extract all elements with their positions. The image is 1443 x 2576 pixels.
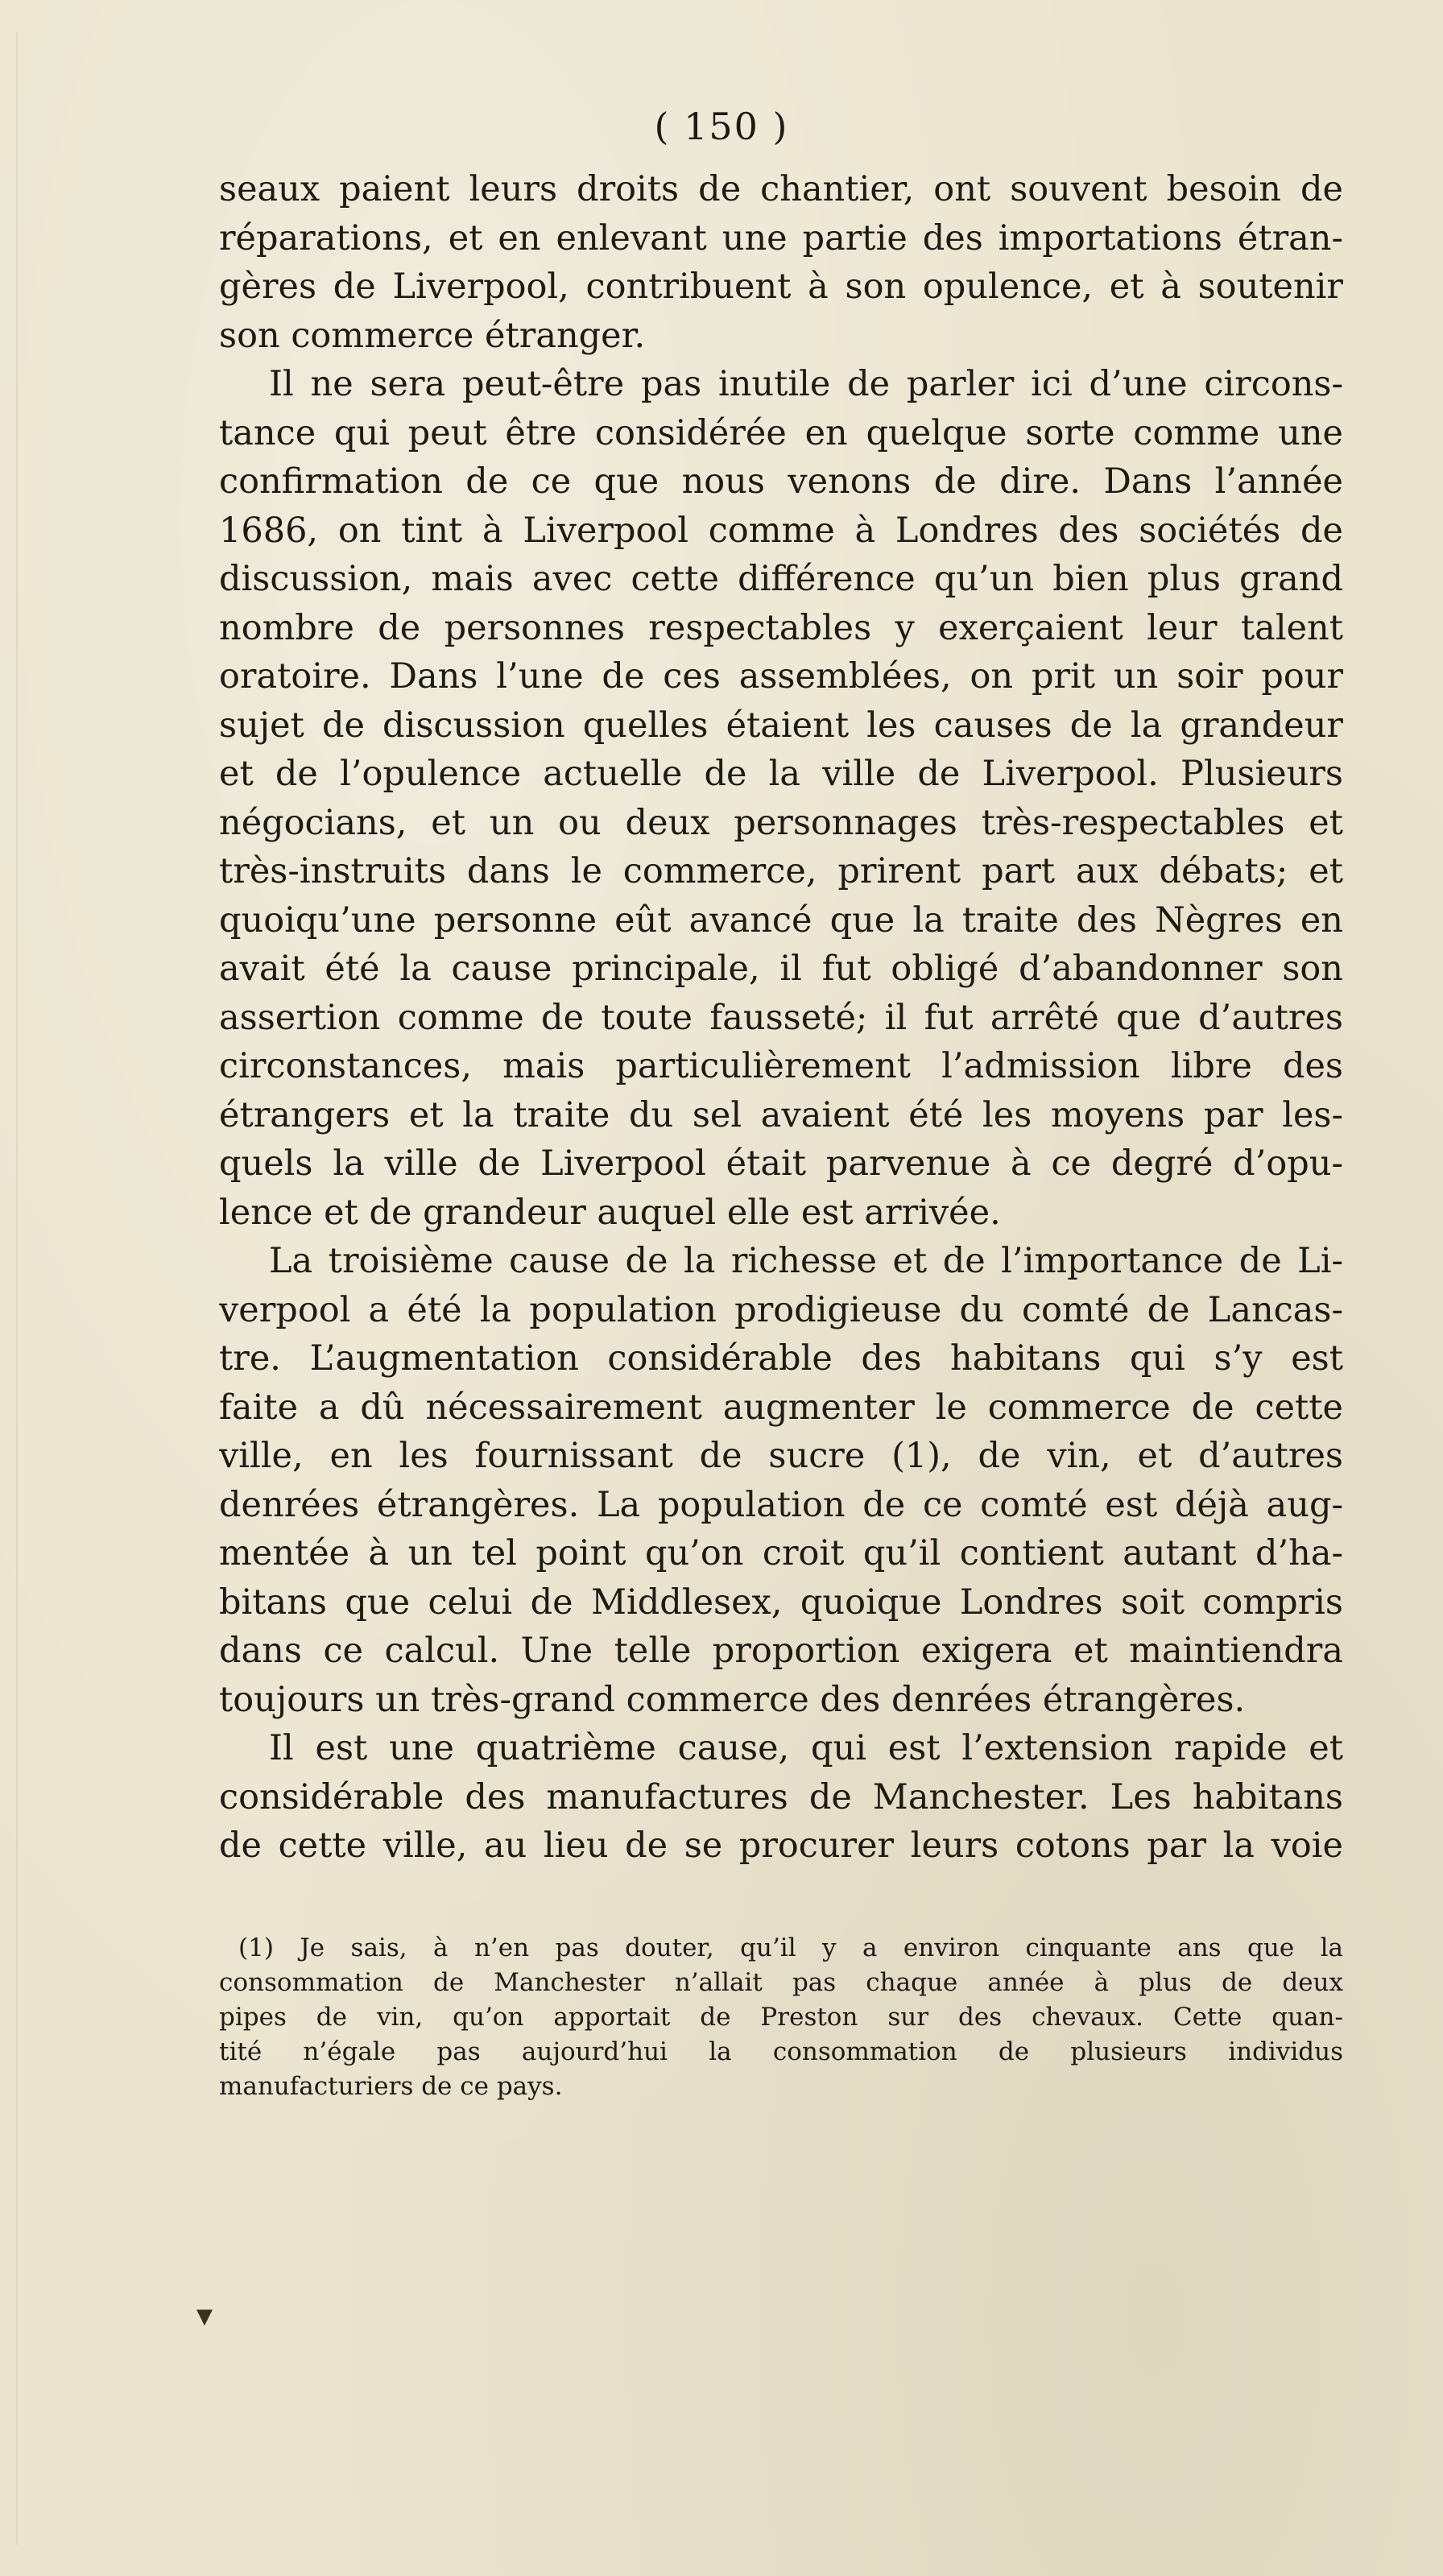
footnote-line: tité n’égale pas aujourd’hui la consommation de plusieurs individus	[219, 2037, 1343, 2066]
text-line: négocians, et un ou deux personnages très-respectables et	[219, 802, 1343, 843]
text-line: 1686, on tint à Liverpool comme à Londres des sociétés de	[219, 510, 1343, 551]
text-line: oratoire. Dans l’une de ces assemblées, on prit un soir pour	[219, 656, 1343, 697]
text-line: dans ce calcul. Une telle proportion exigera et maintiendra	[219, 1631, 1343, 1671]
text-line: discussion, mais avec cette différence qu’un bien plus grand	[219, 559, 1343, 599]
page-number: ( 150 )	[654, 105, 789, 148]
text-line: circonstances, mais particulièrement l’admission libre des	[219, 1046, 1343, 1086]
text-line: et de l’opulence actuelle de la ville de Liverpool. Plusieurs	[219, 754, 1343, 794]
text-line: seaux paient leurs droits de chantier, ont souvent besoin de	[219, 169, 1343, 209]
page-edge	[16, 32, 18, 2545]
footnote-line: manufacturiers de ce pays.	[219, 2072, 563, 2101]
footnote-line: consommation de Manchester n’allait pas chaque année à plus de deux	[219, 1968, 1343, 1997]
text-line: sujet de discussion quelles étaient les causes de la grandeur	[219, 705, 1343, 746]
text-line: ville, en les fournissant de sucre (1), de vin, et d’autres	[219, 1436, 1343, 1476]
text-line: étrangers et la traite du sel avaient été les moyens par les-	[219, 1094, 1343, 1135]
text-line: verpool a été la population prodigieuse du comté de Lancas-	[219, 1289, 1343, 1330]
text-line: Il est une quatrième cause, qui est l’extension rapide et	[269, 1728, 1343, 1768]
text-line: Il ne sera peut-être pas inutile de parler ici d’une circons-	[269, 364, 1343, 404]
text-line: faite a dû nécessairement augmenter le commerce de cette	[219, 1387, 1343, 1428]
footnote-line: pipes de vin, qu’on apportait de Preston sur des chevaux. Cette quan-	[219, 2003, 1343, 2032]
text-line: gères de Liverpool, contribuent à son opulence, et à soutenir	[219, 267, 1343, 307]
text-line: mentée à un tel point qu’on croit qu’il contient autant d’ha-	[219, 1533, 1343, 1573]
text-line: tre. L’augmentation considérable des habitans qui s’y est	[219, 1338, 1343, 1379]
text-line: lence et de grandeur auquel elle est arrivée.	[219, 1192, 1001, 1233]
text-line: confirmation de ce que nous venons de dire. Dans l’année	[219, 461, 1343, 502]
text-line: quels la ville de Liverpool était parvenue à ce degré d’opu-	[219, 1143, 1343, 1184]
text-line: toujours un très-grand commerce des denrées étrangères.	[219, 1679, 1246, 1720]
text-line: nombre de personnes respectables y exerçaient leur talent	[219, 607, 1343, 648]
text-line: avait été la cause principale, il fut obligé d’abandonner son	[219, 949, 1343, 989]
text-line: assertion comme de toute fausseté; il fut arrêté que d’autres	[219, 997, 1343, 1038]
text-line: considérable des manufactures de Manchester. Les habitans	[219, 1776, 1343, 1817]
text-line: réparations, et en enlevant une partie des importations étran-	[219, 217, 1343, 258]
text-line: denrées étrangères. La population de ce comté est déjà aug-	[219, 1484, 1343, 1525]
text-line: très-instruits dans le commerce, prirent part aux débats; et	[219, 851, 1343, 891]
text-line: de cette ville, au lieu de se procurer leurs cotons par la voie	[219, 1826, 1343, 1866]
text-line: quoiqu’une personne eût avancé que la traite des Nègres en	[219, 899, 1343, 941]
body-text	[219, 165, 1343, 1871]
text-line: tance qui peut être considérée en quelque sorte comme une	[219, 412, 1343, 453]
text-line: son commerce étranger.	[219, 315, 646, 356]
footnote	[219, 1931, 1343, 2104]
text-line: bitans que celui de Middlesex, quoique Londres soit compris	[219, 1582, 1343, 1623]
text-line: La troisième cause de la richesse et de l’importance de Li-	[269, 1241, 1343, 1281]
signature-mark: ▼	[196, 2305, 213, 2329]
footnote-line: (1) Je sais, à n’en pas douter, qu’il y a environ cinquante ans que la	[238, 1933, 1343, 1962]
